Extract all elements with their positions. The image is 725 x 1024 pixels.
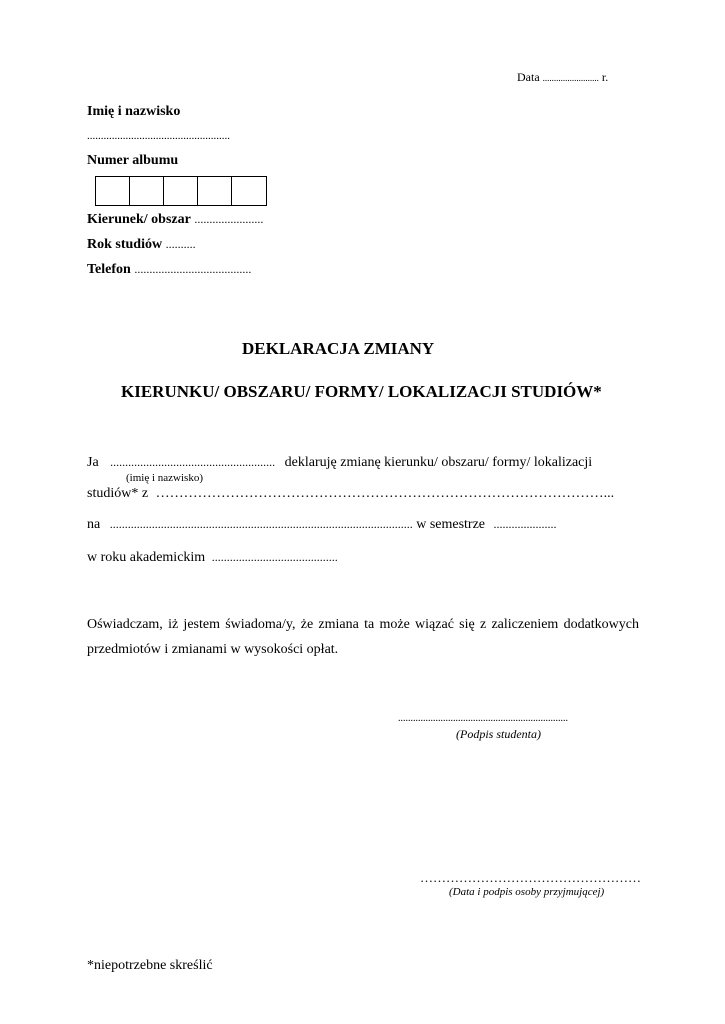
album-number-boxes [95,176,267,206]
album-cell [198,177,232,205]
name-label: Imię i nazwisko [87,104,181,119]
ja-dots: ....................................................... [110,455,276,469]
studies-label: studiów* z [87,486,149,501]
ja-text: deklaruję zmianę kierunku/ obszaru/ formy/ lokalizacji [284,455,593,470]
phone-label: Telefon [87,262,131,277]
year-label: Rok studiów [87,237,163,252]
na-line [87,517,557,533]
receiver-signature-dots: …………………………………………… [420,870,641,885]
academic-year-label: w roku akademickim [87,550,206,565]
field-line [87,212,263,228]
name-hint: (imię i nazwisko) [126,472,203,484]
date-dots: ......................... [542,73,599,83]
year-dots: .......... [165,237,196,251]
phone-line [87,262,251,278]
semester-label: w semestrze [416,517,486,532]
na-dots: ..................................................................................................... [109,517,413,531]
declaration-ja-line [87,455,592,471]
album-cell [232,177,266,205]
name-dots: .................................................... [87,130,230,142]
phone-dots: ....................................... [134,262,252,276]
ja-label: Ja [87,455,99,470]
footnote: *niepotrzebne skreślić [87,958,213,973]
academic-year-dots: .......................................... [211,550,338,564]
year-line [87,237,196,253]
date-suffix: r. [601,70,609,84]
album-cell [164,177,198,205]
document-title-line2: KIERUNKU/ OBSZARU/ FORMY/ LOKALIZACJI STUDIÓW* [121,382,602,401]
statement-paragraph: Oświadczam, iż jestem świadoma/y, że zmiana ta może wiązać się z zaliczeniem dodatkowych przedmiotów i zmianami w wysokości opłat. [87,617,639,657]
semester-dots: ..................... [493,517,557,531]
na-label: na [87,517,101,532]
album-cell [130,177,164,205]
student-signature-dots: .................................................................... [398,713,568,724]
album-cell [96,177,130,205]
studies-line [87,486,614,502]
student-signature-caption: (Podpis studenta) [456,727,541,741]
date-line [517,70,608,85]
academic-year-line [87,550,338,566]
studies-dots: ……………………………………………………………………………………... [155,486,615,501]
document-title-line1: DEKLARACJA ZMIANY [242,339,435,358]
field-dots: ....................... [194,212,264,226]
receiver-signature-caption: (Data i podpis osoby przyjmującej) [449,886,605,898]
date-label: Data [517,70,540,84]
album-label: Numer albumu [87,153,179,168]
field-label: Kierunek/ obszar [87,212,191,227]
